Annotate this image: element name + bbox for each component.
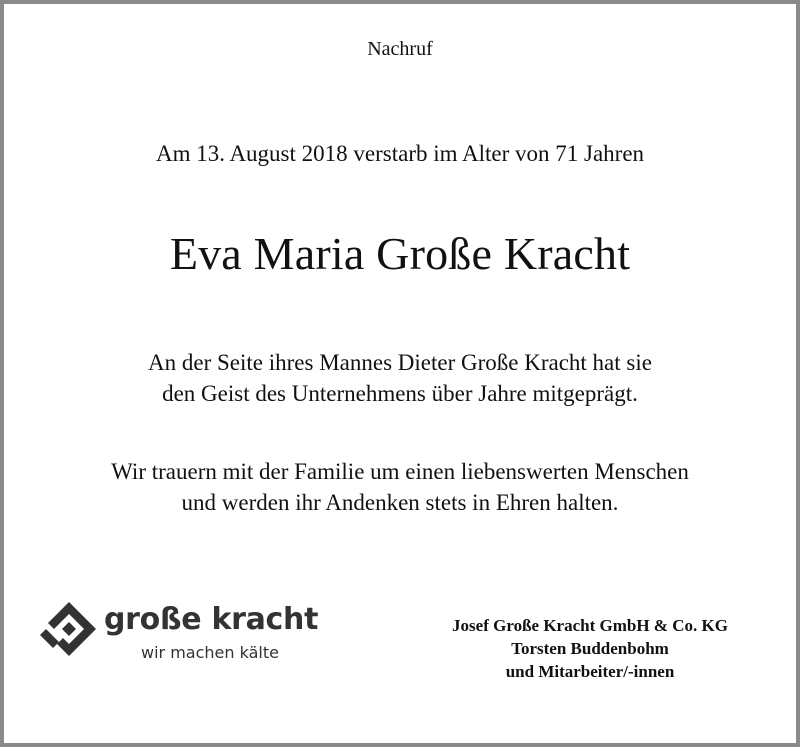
signatory-name: Torsten Buddenbohm [511,639,669,658]
condolence-line: und werden ihr Andenken stets in Ehren halten. [181,490,619,515]
signatories [416,614,764,683]
grosse-kracht-logo-icon [38,598,100,660]
deceased-name: Eva Maria Große Kracht [169,228,631,279]
logo-tagline: wir machen kälte [141,643,279,662]
condolence-paragraph [4,456,796,518]
tribute-paragraph [4,347,796,409]
logo-brand-text: große kracht [104,602,319,637]
tribute-line: den Geist des Unternehmens über Jahre mitgeprägt. [162,381,638,406]
company-name: Josef Große Kracht GmbH & Co. KG [452,616,728,635]
notice-heading: Nachruf [367,38,433,60]
death-statement: Am 13. August 2018 verstarb im Alter von 71 Jahren [155,141,645,166]
tribute-line: An der Seite ihres Mannes Dieter Große Kracht hat sie [148,350,652,375]
condolence-line: Wir trauern mit der Familie um einen liebenswerten Menschen [111,459,689,484]
company-logo [38,598,383,668]
signatory-staff: und Mitarbeiter/-innen [505,662,675,681]
